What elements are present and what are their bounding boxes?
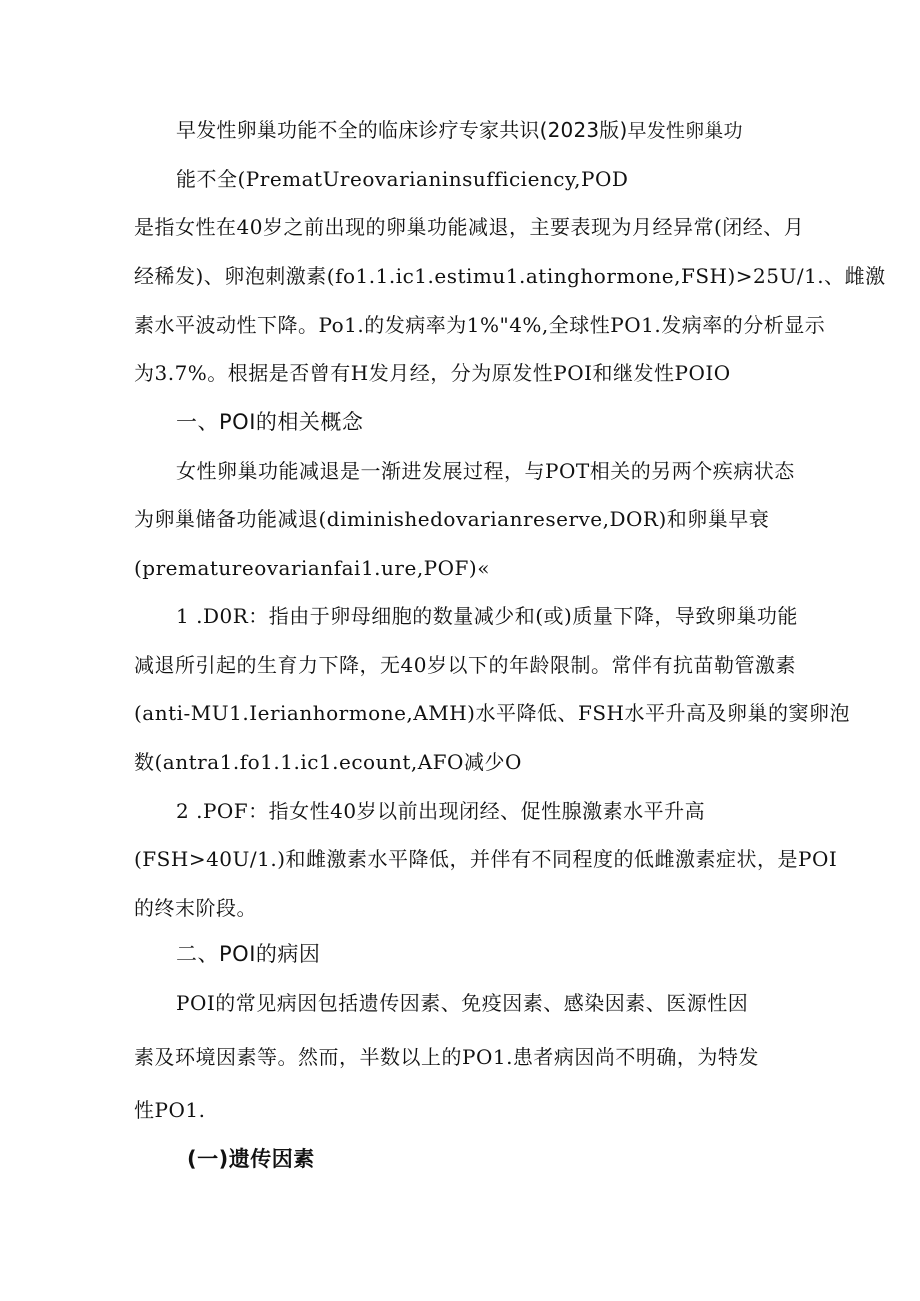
title-main: 早发性卵巢功能不全的临床诊疗专家共识(2023版) — [176, 118, 628, 142]
list-item-line: (anti-MU1.Ierianhormone,AMH)水平降低、FSH水平升高及卵巢的窦卵泡 — [134, 701, 850, 725]
list-item-line: 数(antra1.fo1.1.ic1.ecount,AFO减少O — [134, 750, 522, 774]
intro-line: 素水平波动性下降。Po1.的发病率为1%"4%,全球性PO1.发病率的分析显示 — [134, 313, 826, 337]
list-item-line: (FSH>40U/1.)和雌激素水平降低，并伴有不同程度的低雌激素症状，是POI — [134, 847, 838, 871]
paragraph-line: 女性卵巢功能减退是一渐进发展过程，与POT相关的另两个疾病状态 — [176, 459, 795, 483]
list-item-line: 1 .D0R：指由于卵母细胞的数量减少和(或)质量下降，导致卵巢功能 — [176, 604, 798, 628]
intro-line: 经稀发)、卵泡刺激素(fo1.1.ic1.estimu1.atinghormone,FSH)>25U/1.、雌激 — [134, 264, 886, 288]
title-tail: 早发性卵巢功 — [627, 120, 743, 142]
document-title — [176, 116, 743, 145]
paragraph-line: 素及环境因素等。然而，半数以上的PO1.患者病因尚不明确，为特发 — [134, 1045, 759, 1069]
section-heading: 一、POI的相关概念 — [176, 410, 364, 434]
list-item-line: 2 .POF：指女性40岁以前出现闭经、促性腺激素水平升高 — [176, 799, 706, 823]
intro-line: 为3.7%。根据是否曾有H发月经，分为原发性POI和继发性POIO — [134, 361, 731, 385]
paragraph-line: 性PO1. — [134, 1098, 206, 1122]
subsection-heading: (一)遗传因素 — [187, 1147, 315, 1171]
section-heading: 二、POI的病因 — [176, 942, 321, 966]
list-item-line: 的终末阶段。 — [134, 896, 257, 920]
intro-line: 是指女性在40岁之前出现的卵巢功能减退，主要表现为月经异常(闭经、月 — [134, 215, 805, 239]
intro-line: 能不全(PrematUreovarianinsufficiency,POD — [176, 167, 629, 191]
paragraph-line: (prematureovarianfai1.ure,POF)« — [134, 556, 490, 580]
paragraph-line: 为卵巢储备功能减退(diminishedovarianreserve,DOR)和卵巢早衰 — [134, 507, 770, 531]
list-item-line: 减退所引起的生育力下降，无40岁以下的年龄限制。常伴有抗苗勒管激素 — [134, 653, 796, 677]
paragraph-line: POI的常见病因包括遗传因素、免疫因素、感染因素、医源性因 — [176, 991, 749, 1015]
